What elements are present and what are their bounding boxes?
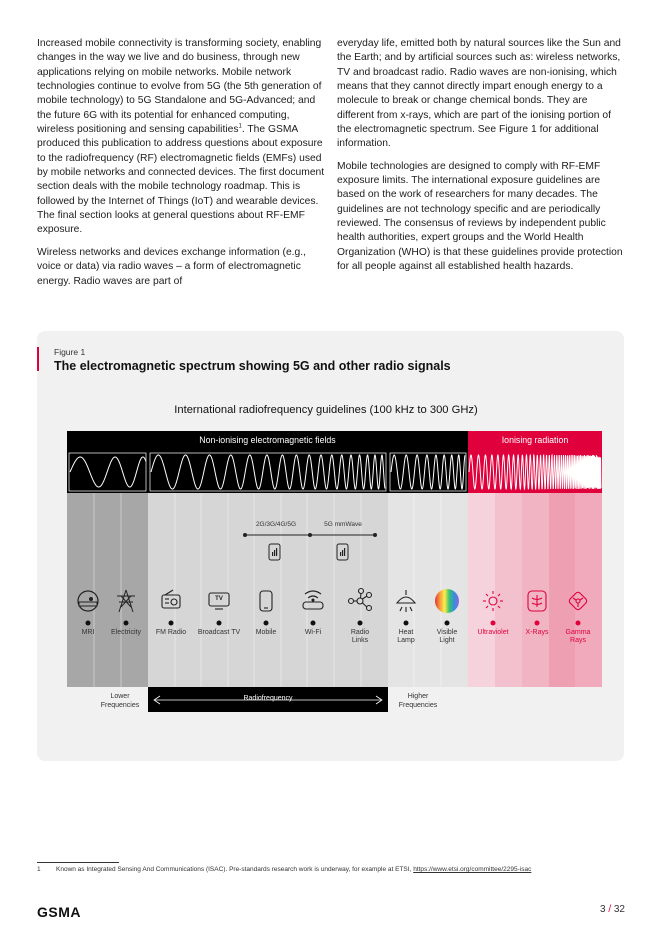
item-dot <box>576 621 581 626</box>
item-label-mobile: Mobile <box>255 629 277 636</box>
figure-label: Figure 1 <box>54 347 86 357</box>
rainbow-icon <box>435 589 459 613</box>
body-column-right <box>337 37 625 283</box>
page-separator: / <box>608 904 612 915</box>
low-frequency-band <box>67 493 148 687</box>
item-dot <box>358 621 363 626</box>
item-label-electricity: Electricity <box>111 629 141 636</box>
paragraph: Wireless networks and devices exchange information (e.g., voice or data) via radio waves – a form of electromagnetic energy. Radio waves are part of <box>37 246 306 287</box>
spectrum-graphic <box>67 431 602 716</box>
item-dot <box>86 621 91 626</box>
paragraph: everyday life, emitted both by natural sources like the Sun and the Earth; and by artificial sources such as: wireless networks, TV and broadcast radio. Radio waves are non-ionising, which means that they cannot directly impart enough energy to a molecule to break or change chemical bonds. They are different from x-rays, which are part of the ionising portion of the electromagnetic spectrum. See Figure 1 for additional information. <box>337 38 621 150</box>
item-dot <box>264 621 269 626</box>
ionising-band-5 <box>575 493 602 687</box>
paragraph-text: . The GSMA produced this publication to address questions about exposure to the radiofrequency (RF) electromagnetic fields (EMFs) used by mobile networks and connected devices. The first document section deals with the mobile technology roadmap. This is followed by the Internet of Things (IoT) and wearable devices. The final section looks at general questions about RF-EMF exposure. <box>37 124 325 236</box>
radiofrequency-label: Radiofrequency <box>243 695 293 702</box>
footnote-number: 1 <box>37 866 41 873</box>
item-label-ultraviolet: Ultraviolet <box>477 629 509 636</box>
item-dot <box>535 621 540 626</box>
page-number <box>600 904 625 915</box>
page-current: 3 <box>599 904 606 915</box>
paragraph: Mobile technologies are designed to comply with RF-EMF exposure limits. The international exposure guidelines are based on the work of researchers for many decades. The guidelines are not technology specific and are periodically reviewed. The consensus of reviews by independent public health authorities, expert groups and the World Health Organization (WHO) is that these guidelines provide protection for all people against all established health hazards. <box>337 160 623 273</box>
item-dot <box>491 621 496 626</box>
item-dot <box>311 621 316 626</box>
footnote-ref[interactable]: 1 <box>238 123 242 130</box>
footnote <box>37 866 531 873</box>
item-label-mri: MRI <box>81 629 95 636</box>
paragraph <box>37 37 325 238</box>
gsma-logo: GSMA <box>37 904 81 920</box>
figure-subtitle: International radiofrequency guidelines (100 kHz to 300 GHz) <box>174 404 478 416</box>
paragraph-text: Increased mobile connectivity is transforming society, enabling changes in the way we live and do business, through new applications relying on mobile networks. Mobile network technologies continue to evolve from 5G (the 5th generation of mobile technology) to 5G Standalone and 5G-Advanced; and the future 6G with its potential for enhanced computing, wireless positioning and sensing capabilities <box>37 38 322 136</box>
item-label-fm-radio: FM Radio <box>155 629 187 636</box>
item-label-wifi: Wi-Fi <box>304 629 322 636</box>
page-total: 32 <box>613 904 625 915</box>
item-label-visible-light: Visible Light <box>436 629 458 644</box>
tv-glyph: TV <box>215 596 223 602</box>
tech-label-mmwave: 5G mmWave <box>324 521 362 528</box>
item-dot <box>445 621 450 626</box>
figure-title: The electromagnetic spectrum showing 5G and other radio signals <box>54 359 451 373</box>
body-column-left <box>37 37 325 297</box>
footnote-link[interactable]: https://www.etsi.org/committee/2295-isac <box>413 866 532 873</box>
item-label-broadcast-tv: Broadcast TV <box>197 629 241 636</box>
item-label-heat-lamp: Heat Lamp <box>397 629 415 644</box>
non-ionising-label: Non-ionising electromagnetic fields <box>199 435 336 445</box>
item-label-radio-links: Radio Links <box>350 629 370 644</box>
item-dot <box>169 621 174 626</box>
item-label-gamma-rays: Gamma Rays <box>565 629 591 644</box>
item-label-x-rays: X-Rays <box>525 629 549 636</box>
ionising-band-4 <box>549 493 575 687</box>
ionising-band-1 <box>468 493 495 687</box>
item-dot <box>217 621 222 626</box>
spectrum-diagram <box>67 431 602 716</box>
higher-frequencies-label: Higher Frequencies <box>398 693 438 709</box>
item-dot <box>124 621 129 626</box>
lower-frequencies-label: Lower Frequencies <box>100 693 140 709</box>
item-dot <box>404 621 409 626</box>
ionising-band-3 <box>522 493 549 687</box>
tech-label-cellular: 2G/3G/4G/5G <box>255 521 297 528</box>
footnote-divider <box>37 862 119 863</box>
ionising-label: Ionising radiation <box>501 435 569 445</box>
figure-accent-bar <box>37 347 39 371</box>
footnote-text: Known as Integrated Sensing And Communications (ISAC). Pre-standards research work is underway, for example at ETSI, <box>56 866 414 873</box>
higher-frequency-band <box>388 493 468 687</box>
ionising-band-2 <box>495 493 522 687</box>
